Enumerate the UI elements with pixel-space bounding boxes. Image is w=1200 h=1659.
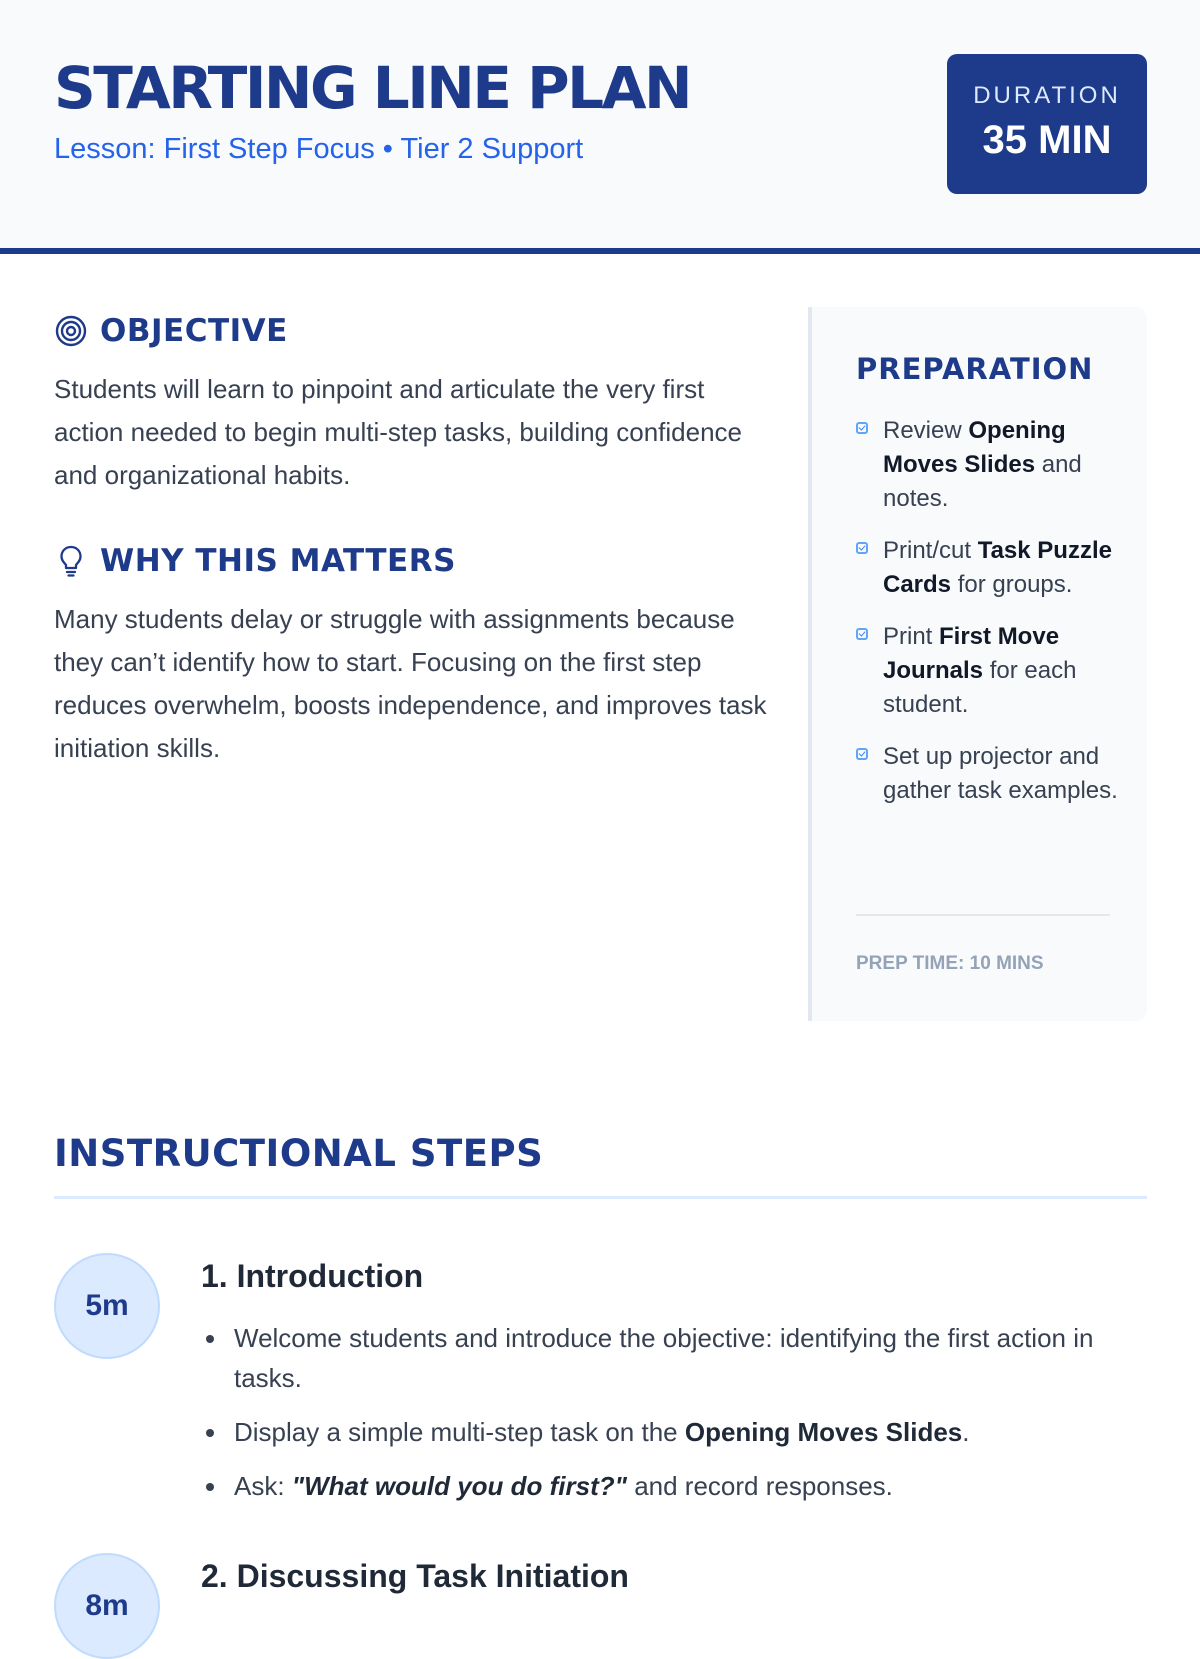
preparation-item: Set up projector and gather task examples. [856, 740, 1126, 808]
why-title: WHY THIS MATTERS [100, 543, 456, 579]
step-bullet: Welcome students and introduce the objective: identifying the first action in tasks. [201, 1318, 1101, 1398]
preparation-item: Review Opening Moves Slides and notes. [856, 414, 1126, 516]
prep-time: PREP TIME: 10 MINS [856, 953, 1044, 974]
step-1 [54, 1253, 1147, 1501]
header [0, 0, 1200, 254]
duration-badge [947, 54, 1147, 194]
page-subtitle: Lesson: First Step Focus • Tier 2 Support [54, 133, 584, 165]
step-title: 1. Introduction [201, 1258, 424, 1294]
preparation-item: Print/cut Task Puzzle Cards for groups. [856, 534, 1126, 602]
divider [54, 1196, 1147, 1199]
checkbox-icon [856, 542, 868, 554]
objective-text: Students will learn to pinpoint and articulate the very first action needed to begin multi-step tasks, building confidence and organizational habits. [54, 374, 742, 490]
step-time-badge: 5m [54, 1253, 160, 1359]
lightbulb-icon [54, 544, 88, 578]
step-title: 2. Discussing Task Initiation [201, 1558, 629, 1594]
preparation-panel [808, 307, 1147, 1021]
duration-value: 35 MIN [982, 118, 1112, 162]
step-bullets [201, 1318, 1101, 1520]
checkbox-icon [856, 748, 868, 760]
step-2 [54, 1553, 1147, 1622]
checkbox-icon [856, 628, 868, 640]
step-time-badge: 8m [54, 1553, 160, 1659]
steps-title: INSTRUCTIONAL STEPS [54, 1132, 544, 1175]
preparation-title: PREPARATION [856, 352, 1094, 386]
why-heading [54, 541, 456, 581]
preparation-list [856, 414, 1126, 826]
step-bullet: Display a simple multi-step task on the Opening Moves Slides. [201, 1412, 1101, 1452]
objective-heading [54, 311, 288, 351]
why-text: Many students delay or struggle with assignments because they can’t identify how to start. Focusing on the first step reduces overwhelm, boosts independence, and improves task initiation skills. [54, 604, 767, 763]
step-bullet: Ask: "What would you do first?" and record responses. [201, 1466, 1101, 1506]
page-title: STARTING LINE PLAN [54, 54, 691, 122]
checkbox-icon [856, 422, 868, 434]
target-icon [54, 314, 88, 348]
objective-title: OBJECTIVE [100, 313, 288, 349]
divider [856, 914, 1110, 916]
duration-label: DURATION [973, 82, 1121, 109]
preparation-item: Print First Move Journals for each student. [856, 620, 1126, 722]
